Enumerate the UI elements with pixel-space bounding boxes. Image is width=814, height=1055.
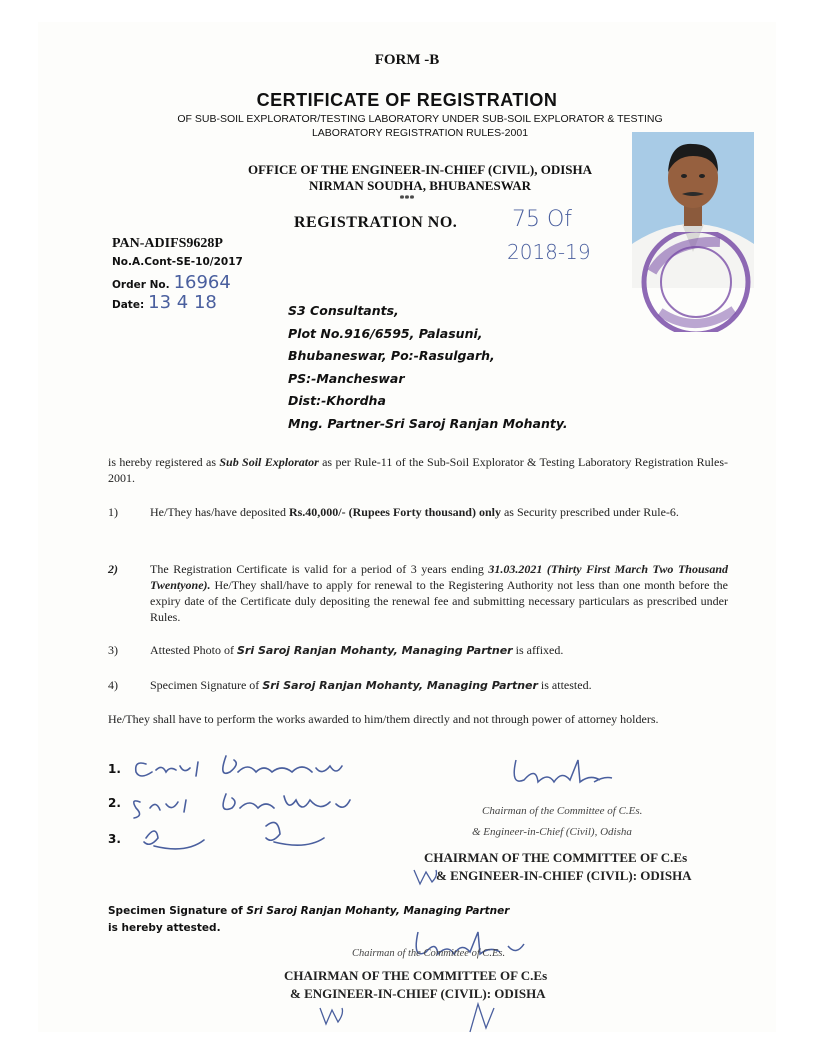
initials-mark: [412, 866, 440, 888]
chairman2-title-line-2: & ENGINEER-IN-CHIEF (CIVIL): ODISHA: [290, 986, 546, 1001]
closing-statement: He/They shall have to perform the works awarded to him/them directly and not through power of attorney holders.: [108, 712, 659, 726]
clause-4: 4) Specimen Signature of Sri Saroj Ranjan Mohanty, Managing Partner is attested.: [108, 678, 592, 692]
chairman-title-line-2: & ENGINEER-IN-CHIEF (CIVIL): ODISHA: [436, 868, 692, 883]
certificate-title: CERTIFICATE OF REGISTRATION: [256, 90, 558, 110]
chairman-italic-line-1: Chairman of the Committee of C.Es.: [482, 805, 643, 817]
separator-stars: ***: [399, 194, 415, 205]
order-date: [112, 292, 217, 313]
clause-3: 3) Attested Photo of Sri Saroj Ranjan Mohanty, Managing Partner is affixed.: [108, 643, 564, 657]
chairman-italic-line-2: & Engineer-in-Chief (Civil), Odisha: [472, 826, 632, 838]
clause-2: 2) The Registration Certificate is valid for a period of 3 years ending 31.03.2021 (Thirty First March Two Thousand Twentyone). He/They shall/have to apply for renewal to the Registering Authority not less than one month before the expiry date of the Certificate duly depositing the renewal fee and submitting necessary particulars as prescribed under Rules.: [108, 562, 728, 624]
address-line: PS:-Mancheswar: [288, 370, 405, 386]
specimen-number: 2.: [108, 796, 121, 810]
pan-number: PAN-ADIFS9628P: [112, 236, 223, 251]
office-header: [190, 162, 650, 194]
order-number-label: Order No.: [112, 279, 170, 291]
office-line-2: NIRMAN SOUDHA, BHUBANESWAR: [308, 178, 532, 193]
chairman-signature: [508, 752, 618, 794]
address-line: Dist:-Khordha: [288, 393, 386, 408]
address-line: Bhubaneswar, Po:-Rasulgarh,: [288, 348, 495, 363]
initials-mark-2: [318, 1002, 508, 1036]
official-seal-icon: [630, 232, 754, 332]
registration-year: 2018-19: [507, 240, 591, 264]
order-number-value: 16964: [173, 272, 231, 293]
registration-number: 75 Of: [512, 207, 573, 232]
chairman2-title-line-1: CHAIRMAN OF THE COMMITTEE OF C.Es: [284, 968, 548, 983]
form-label: FORM -B: [374, 52, 440, 68]
clause-1: 1) He/They has/have deposited Rs.40,000/- (Rupees Forty thousand) only as Security prescribed under Rule-6.: [108, 505, 679, 519]
registration-category: Sub Soil Explorator: [219, 455, 319, 469]
registration-statement: is hereby registered as Sub Soil Explorator as per Rule-11 of the Sub-Soil Explorator & Testing Laboratory Registration Rules-2001.: [108, 455, 728, 485]
specimen-number: 1.: [108, 762, 121, 776]
order-number: [112, 272, 231, 293]
order-date-value: 13 4 18: [148, 292, 217, 313]
certificate-subtitle: [140, 112, 700, 140]
registration-label: REGISTRATION NO.: [294, 214, 458, 231]
order-date-label: Date:: [112, 299, 145, 311]
registrant-address: [288, 300, 568, 435]
subtitle-line-2: LABORATORY REGISTRATION RULES-2001: [311, 127, 529, 139]
chairman2-italic-line: Chairman of the Committee of C.Es.: [352, 948, 506, 959]
office-line-1: OFFICE OF THE ENGINEER-IN-CHIEF (CIVIL), ODISHA: [247, 162, 593, 177]
specimen-number: 3.: [108, 832, 121, 846]
address-line: Mng. Partner-Sri Saroj Ranjan Mohanty.: [288, 415, 568, 431]
address-line: S3 Consultants,: [288, 303, 399, 318]
chairman-signature-2: [412, 926, 532, 966]
chairman-title-line-1: CHAIRMAN OF THE COMMITTEE OF C.Es: [424, 850, 688, 865]
contract-reference: No.A.Cont-SE-10/2017: [112, 256, 243, 268]
address-line: Plot No.916/6595, Palasuni,: [288, 325, 483, 341]
subtitle-line-1: OF SUB-SOIL EXPLORATOR/TESTING LABORATORY UNDER SUB-SOIL EXPLORATOR & TESTING: [177, 113, 663, 125]
specimen-signatures: [126, 742, 446, 862]
specimen-attestation: Specimen Signature of Sri Saroj Ranjan Mohanty, Managing Partner is hereby attested.: [108, 905, 510, 934]
